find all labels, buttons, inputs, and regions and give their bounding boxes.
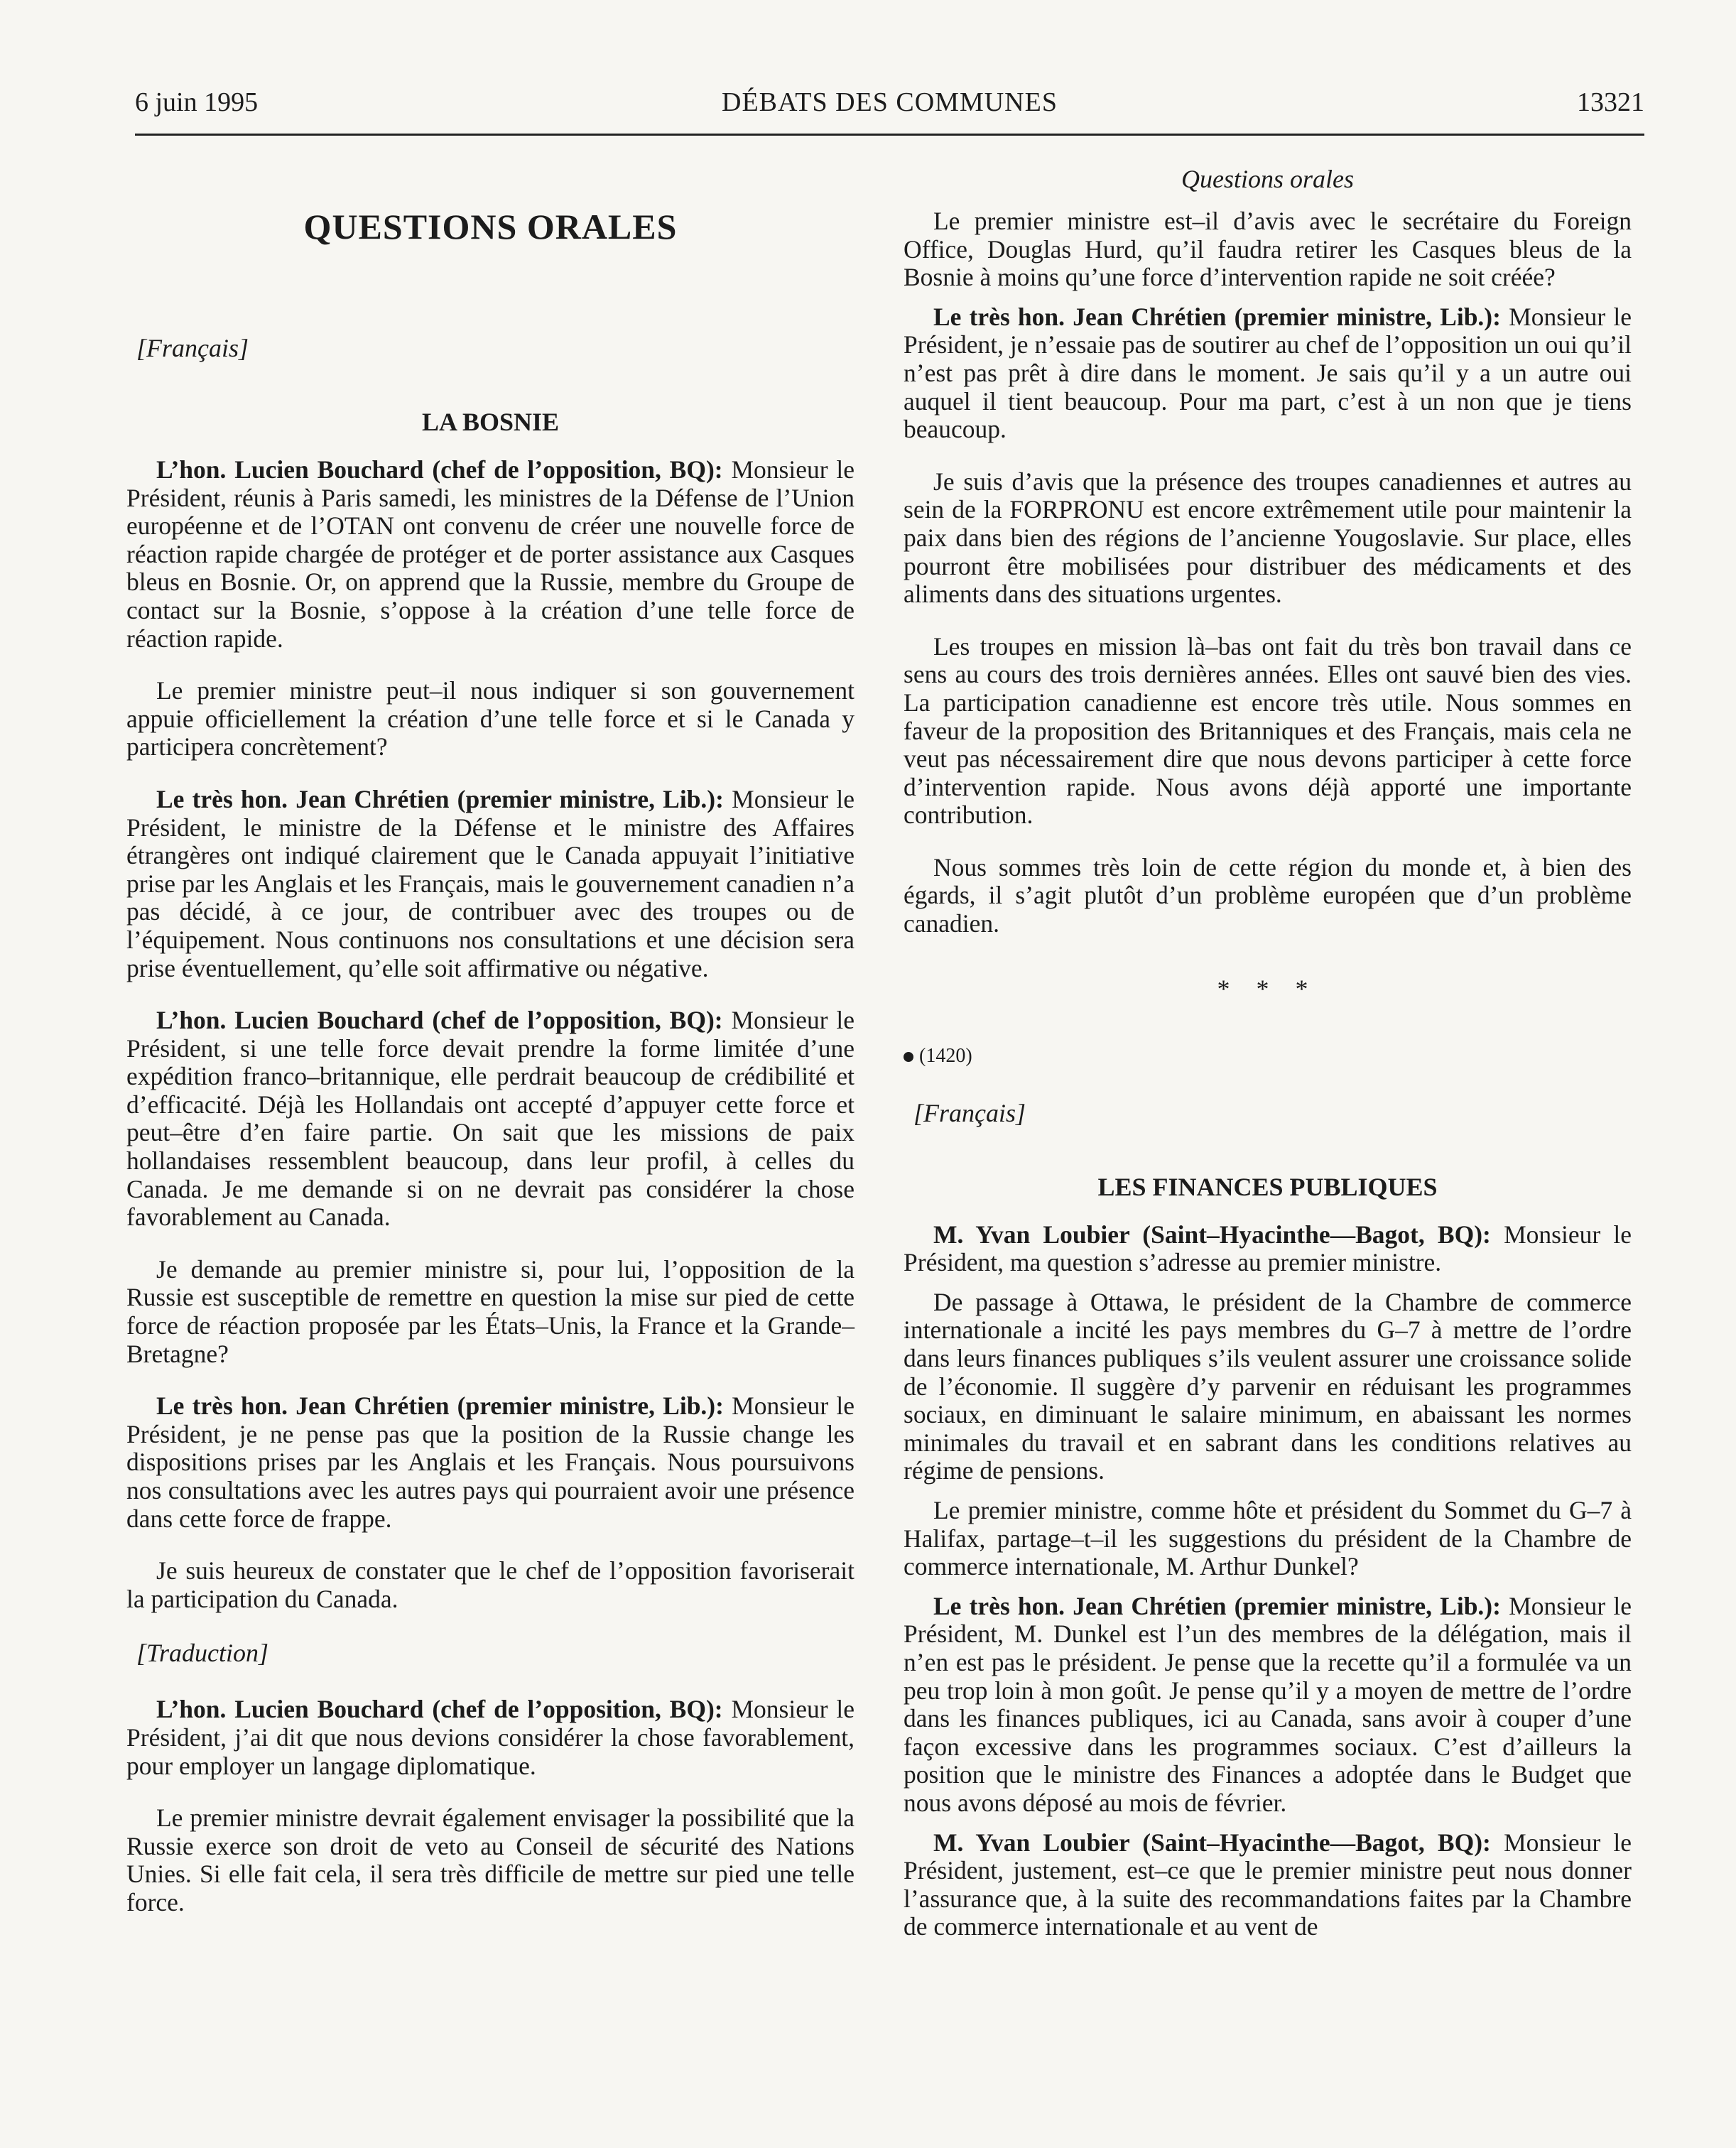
timestamp-text: (1420)	[919, 1044, 972, 1067]
page-number: 13321	[1577, 87, 1644, 117]
page-title: QUESTIONS ORALES	[303, 207, 678, 246]
left-column	[126, 163, 855, 1941]
paragraph	[126, 786, 855, 982]
speech-text: Monsieur le Président, M. Dunkel est l’un des membres de la délégation, mais il n’en est pas le président. Je pense que la recette qu’il a formulée va un peu trop loin à mon goût. Je pense qu’il y a moyen de mettre de l’ordre dans les finances publiques, ici au Canada, sans avoir à couper d’une façon excessive dans les programmes sociaux. C’est d’ailleurs la position que le ministre des Finances a adoptée dans le Budget que nous avons déposé au mois de février.	[904, 1591, 1632, 1817]
paragraph	[126, 1007, 855, 1232]
speaker-name: M. Yvan Loubier (Saint–Hyacinthe—Bagot, BQ):	[933, 1828, 1491, 1857]
paragraph	[904, 1829, 1632, 1941]
running-head: Questions orales	[1181, 165, 1354, 193]
speaker-name: Le très hon. Jean Chrétien (premier ministre, Lib.):	[156, 784, 724, 813]
paragraph	[126, 1696, 855, 1780]
header-title: DÉBATS DES COMMUNES	[722, 87, 1058, 117]
speaker-name: L’hon. Lucien Bouchard (chef de l’opposition, BQ):	[156, 1695, 723, 1724]
timestamp	[904, 1043, 1632, 1069]
speech-text: Monsieur le Président, si une telle force devait prendre la forme limitée d’une expédition franco–britannique, elle perdrait beaucoup de crédibilité et d’efficacité. Déjà les Hollandais ont accepté d’appuyer cette force et peut–être d’en faire partie. On sait que les missions de paix hollandaises ressemblent beaucoup, dans leur profil, à celles du Canada. Je me demande si on ne devrait pas considérer la chose favorablement au Canada.	[126, 1006, 855, 1232]
paragraph: Le premier ministre, comme hôte et président du Sommet du G–7 à Halifax, partage–t–il les suggestions du président de la Chambre de commerce internationale, M. Arthur Dunkel?	[904, 1496, 1632, 1581]
speaker-name: M. Yvan Loubier (Saint–Hyacinthe—Bagot, BQ):	[933, 1220, 1491, 1249]
paragraph: Je suis heureux de constater que le chef de l’opposition favoriserait la participation du Canada.	[126, 1556, 855, 1613]
paragraph	[904, 1593, 1632, 1818]
speaker-name: Le très hon. Jean Chrétien (premier ministre, Lib.):	[933, 302, 1501, 331]
speaker-name: Le très hon. Jean Chrétien (premier ministre, Lib.):	[933, 1591, 1501, 1620]
paragraph	[126, 456, 855, 653]
speaker-name: L’hon. Lucien Bouchard (chef de l’opposition, BQ):	[156, 1006, 723, 1035]
language-marker: [Français]	[136, 334, 249, 362]
speech-text: Monsieur le Président, justement, est–ce que le premier ministre peut nous donner l’assurance que, à la suite des recommandations faites par la Chambre de commerce internationale et au vent de	[904, 1828, 1632, 1941]
speech-text: Monsieur le Président, ma question s’adresse au premier ministre.	[904, 1220, 1632, 1277]
speaker-name: L’hon. Lucien Bouchard (chef de l’opposition, BQ):	[156, 455, 723, 484]
header-date: 6 juin 1995	[135, 87, 259, 117]
paragraph: Le premier ministre est–il d’avis avec le secrétaire du Foreign Office, Douglas Hurd, qu’il faudra retirer les Casques bleus de la Bosnie à moins qu’une force d’intervention rapide ne soit créée?	[904, 207, 1632, 292]
speech-text: Monsieur le Président, réunis à Paris samedi, les ministres de la Défense de l’Union européenne et de l’OTAN ont convenu de créer une nouvelle force de réaction rapide chargée de protéger et de porter assistance aux Casques bleus en Bosnie. Or, on apprend que la Russie, membre du Groupe de contact sur la Bosnie, s’oppose à la création d’une telle force de réaction rapide.	[126, 455, 855, 653]
paragraph: Le premier ministre peut–il nous indiquer si son gouvernement appuie officiellement la création d’une telle force et si le Canada y participera concrètement?	[126, 676, 855, 761]
section-heading: LES FINANCES PUBLIQUES	[1097, 1172, 1438, 1201]
paragraph: De passage à Ottawa, le président de la Chambre de commerce internationale a incité les pays membres du G–7 à mettre de l’ordre dans leurs finances publiques s’ils veulent assurer une croissance solide de l’économie. Il suggère d’y parvenir en réduisant les programmes sociaux, en diminuant le salaire minimum, en abaissant les normes minimales du travail et en sabrant dans les conditions relatives au régime de pensions.	[904, 1287, 1632, 1485]
paragraph	[904, 303, 1632, 444]
section-separator: * * *	[1217, 974, 1318, 1003]
speaker-name: Le très hon. Jean Chrétien (premier ministre, Lib.):	[156, 1392, 724, 1421]
page-header	[135, 84, 1644, 136]
paragraph: Nous sommes très loin de cette région du monde et, à bien des égards, il s’agit plutôt d’un problème européen que d’un problème canadien.	[904, 852, 1632, 938]
speech-text: Monsieur le Président, j’ai dit que nous devions considérer la chose favorablement, pour employer un langage diplomatique.	[126, 1695, 855, 1780]
paragraph: Je demande au premier ministre si, pour lui, l’opposition de la Russie est susceptible de remettre en question la mise sur pied de cette force de réaction proposée par les États–Unis, la France et la Grande–Bretagne?	[126, 1254, 855, 1368]
paragraph	[904, 1221, 1632, 1277]
paragraph: Les troupes en mission là–bas ont fait du très bon travail dans ce sens au cours des trois dernières années. Elles ont sauvé bien des vies. La participation canadienne est encore très utile. Nous sommes en faveur de la proposition des Britanniques et des Français, mais cela ne veut pas nécessairement dire que nous devons participer à cette force d’intervention rapide. Nous avons déjà apporté une importante contribution.	[904, 631, 1632, 830]
section-heading: LA BOSNIE	[421, 408, 560, 436]
speech-text: Monsieur le Président, je n’essaie pas de soutirer au chef de l’opposition un oui qu’il n’est pas prêt à dire dans le moment. Je sais qu’il y a un autre oui auquel il tient beaucoup. Pour ma part, c’est à un non que je tiens beaucoup.	[904, 302, 1632, 444]
language-marker: [Traduction]	[136, 1639, 269, 1668]
paragraph: Le premier ministre devrait également envisager la possibilité que la Russie exerce son droit de veto au Conseil de sécurité des Nations Unies. Si elle fait cela, il sera très difficile de mettre sur pied une telle force.	[126, 1803, 855, 1916]
speech-text: Monsieur le Président, je ne pense pas que la position de la Russie change les dispositions prises par les Anglais et les Français. Nous poursuivons nos consultations avec les autres pays qui pourraient avoir une présence dans cette force de frappe.	[126, 1392, 855, 1533]
paragraph	[126, 1392, 855, 1533]
paragraph: Je suis d’avis que la présence des troupes canadiennes et autres au sein de la FORPRONU est encore extrêmement utile pour maintenir la paix dans bien des régions de l’ancienne Yougoslavie. Sur place, elles pourront être mobilisées pour distribuer des médicaments et des aliments dans des situations urgentes.	[904, 467, 1632, 609]
speech-text: Monsieur le Président, le ministre de la Défense et le ministre des Affaires étrangères ont indiqué clairement que le Canada appuyait l’initiative prise par les Anglais et les Français, mais le gouvernement canadien n’a pas décidé, à ce jour, de contribuer avec des troupes ou de l’équipement. Nous continuons nos consultations et une décision sera prise éventuellement, qu’elle soit affirmative ou négative.	[126, 784, 855, 982]
bullet-icon	[904, 1052, 913, 1062]
right-column	[904, 163, 1632, 1953]
language-marker: [Français]	[913, 1098, 1026, 1127]
